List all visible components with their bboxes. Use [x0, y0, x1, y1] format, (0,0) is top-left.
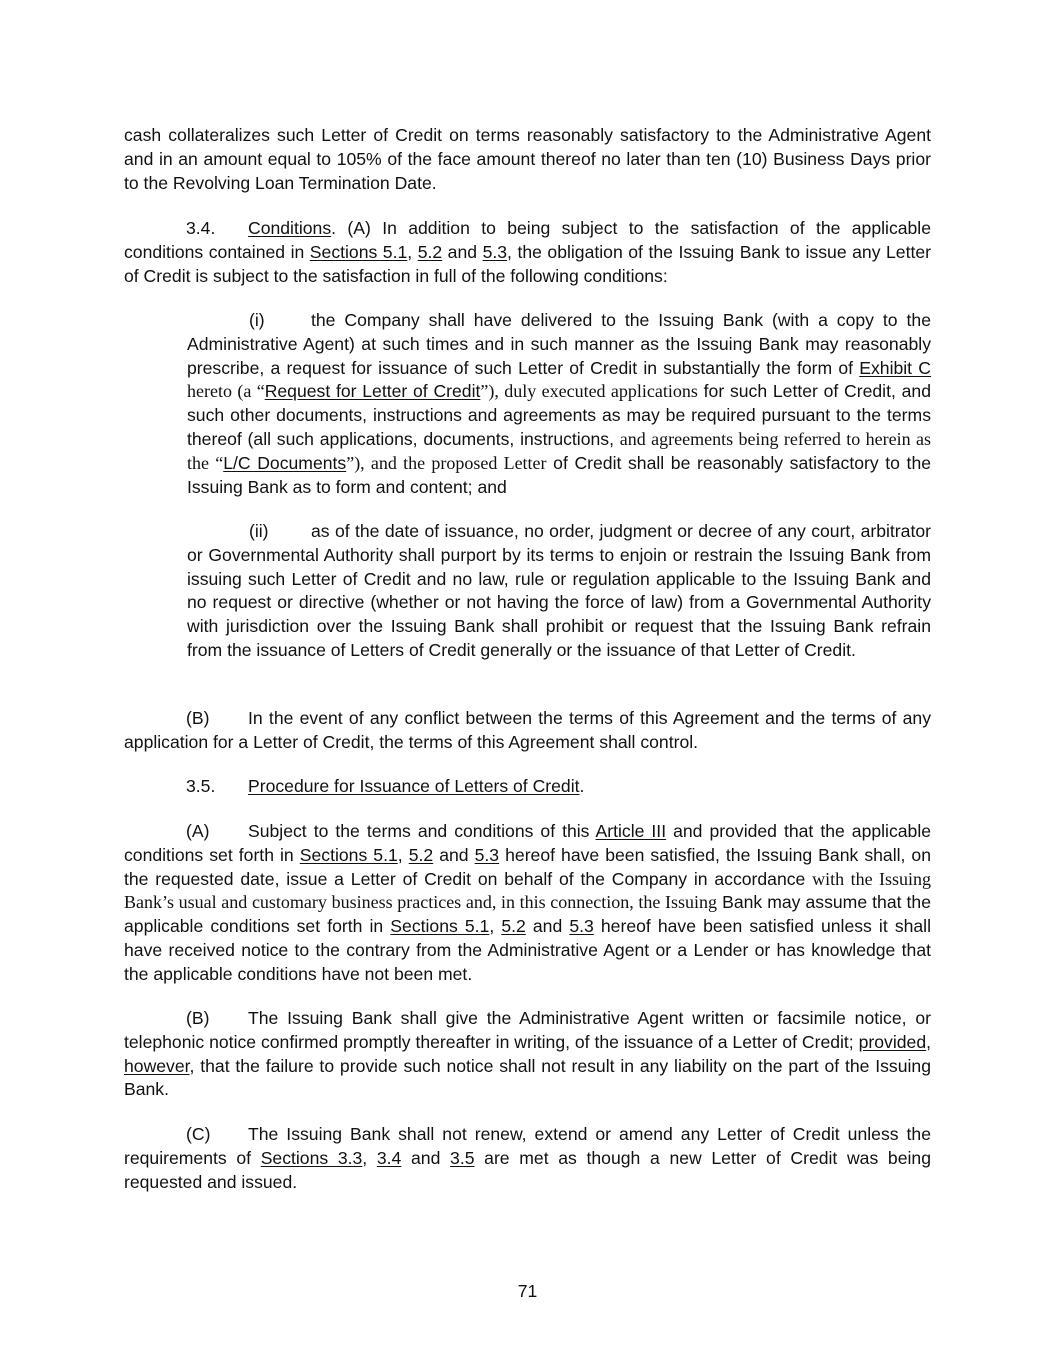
clause-number: (i): [249, 310, 265, 330]
condition-ii: (ii) as of the date of issuance, no order, judgment or decree of any court, arbitrator or Governmental Authority shall purport by its terms to enjoin or restrain the Issuing Bank from issuing such Letter of Credit and no law, rule or regulation applicable to the Issuing Bank and no request or directive (whether or not having the force of law) from a Governmental Authority with jurisdiction over the Issuing Bank shall prohibit or request that the Issuing Bank refrain from the issuance of Letters of Credit generally or the issuance of that Letter of Credit.: [187, 521, 931, 660]
clause-number: (B): [186, 708, 210, 728]
section-ref: Sections 5.1: [309, 241, 408, 262]
condition-i: (i) the Company shall have delivered to the Issuing Bank (with a copy to the Administrative Agent) at such times and in such manner as the Issuing Bank may reasonably prescribe, a request for issuance of such Letter of Credit in substantially the form of Exhibit C hereto (a “Request for Letter of Credit”), duly executed applications for such Letter of Credit, and such other documents, instructions and agreements as may be required pursuant to the terms thereof (all such applications, documents, instructions, and agreements being referred to herein as the “L/C Documents”), and the proposed Letter of Credit shall be reasonably satisfactory to the Issuing Bank as to form and content; and: [187, 310, 932, 497]
section-title: Procedure for Issuance of Letters of Credit: [248, 776, 580, 796]
article-ref: Article III: [595, 821, 667, 841]
section-3-4: 3.4. Conditions. (A) In addition to being subject to the satisfaction of the applicable conditions contained in Sections 5.1, 5.2 and 5.3, the obligation of the Issuing Bank to issue any Letter of Credit is subject to the satisfaction in full of the following conditions:: [124, 218, 932, 286]
clause-number: (B): [186, 1008, 210, 1028]
section-title: Conditions: [248, 218, 332, 238]
section-ref: 5.2: [408, 844, 434, 865]
proviso-term: however: [124, 1055, 190, 1076]
section-ref: 5.2: [501, 916, 526, 937]
defined-term: Request for Letter of Credit: [264, 381, 481, 402]
paragraph-continuation: [124, 124, 931, 195]
defined-term: L/C Documents: [223, 452, 347, 473]
proviso-term: provided: [858, 1031, 927, 1052]
clause-number: (A): [186, 821, 210, 841]
section-ref: Sections 5.1: [299, 844, 398, 865]
page-number: 71: [517, 1281, 538, 1301]
section-ref: Sections 3.3: [260, 1147, 363, 1168]
subsection-label: (A): [347, 218, 371, 238]
section-ref: 5.2: [417, 241, 443, 262]
section-number: 3.5.: [186, 776, 216, 796]
clause-number: (ii): [249, 521, 269, 541]
section-3-4-B: (B) In the event of any conflict between the terms of this Agreement and the terms of any application for a Letter of Credit, the terms of this Agreement shall control.: [124, 708, 931, 752]
section-3-5-B: (B) The Issuing Bank shall give the Administrative Agent written or facsimile notice, or telephonic notice confirmed promptly thereafter in writing, of the issuance of a Letter of Credit; provided, however, that the failure to provide such notice shall not result in any liability on the part of the Issuing Bank.: [124, 1008, 931, 1100]
section-3-5-A: (A) Subject to the terms and conditions of this Article III and provided that the applicable conditions set forth in Sections 5.1, 5.2 and 5.3 hereof have been satisfied, the Issuing Bank shall, on the requested date, issue a Letter of Credit on behalf of the Company in accordance with the Issuing Bank’s usual and customary business practices and, in this connection, the Issuing Bank may assume that the applicable conditions set forth in Sections 5.1, 5.2 and 5.3 hereof have been satisfied unless it shall have received notice to the contrary from the Administrative Agent or a Lender or has knowledge that the applicable conditions have not been met.: [124, 821, 932, 984]
clause-number: (C): [186, 1124, 211, 1144]
paragraph-text: cash collateralizes such Letter of Credit on terms reasonably satisfactory to the Administrative Agent and in an amount equal to 105% of the face amount thereof no later than ten (10) Business Days prior to the Revolving Loan Termination Date.: [124, 125, 931, 193]
exhibit-ref: Exhibit C: [859, 357, 931, 378]
section-ref: 3.4: [376, 1147, 402, 1168]
section-3-5-heading: 3.5. Procedure for Issuance of Letters of Credit.: [124, 775, 931, 799]
section-ref: 5.3: [569, 916, 594, 937]
section-ref: 5.3: [482, 241, 508, 262]
section-3-5-C: (C) The Issuing Bank shall not renew, extend or amend any Letter of Credit unless the requirements of Sections 3.3, 3.4 and 3.5 are met as though a new Letter of Credit was being requested and issued.: [124, 1124, 931, 1192]
section-number: 3.4.: [186, 218, 216, 238]
section-ref: 5.3: [474, 844, 500, 865]
section-ref: Sections 5.1: [390, 916, 490, 937]
section-ref: 3.5: [450, 1147, 475, 1168]
